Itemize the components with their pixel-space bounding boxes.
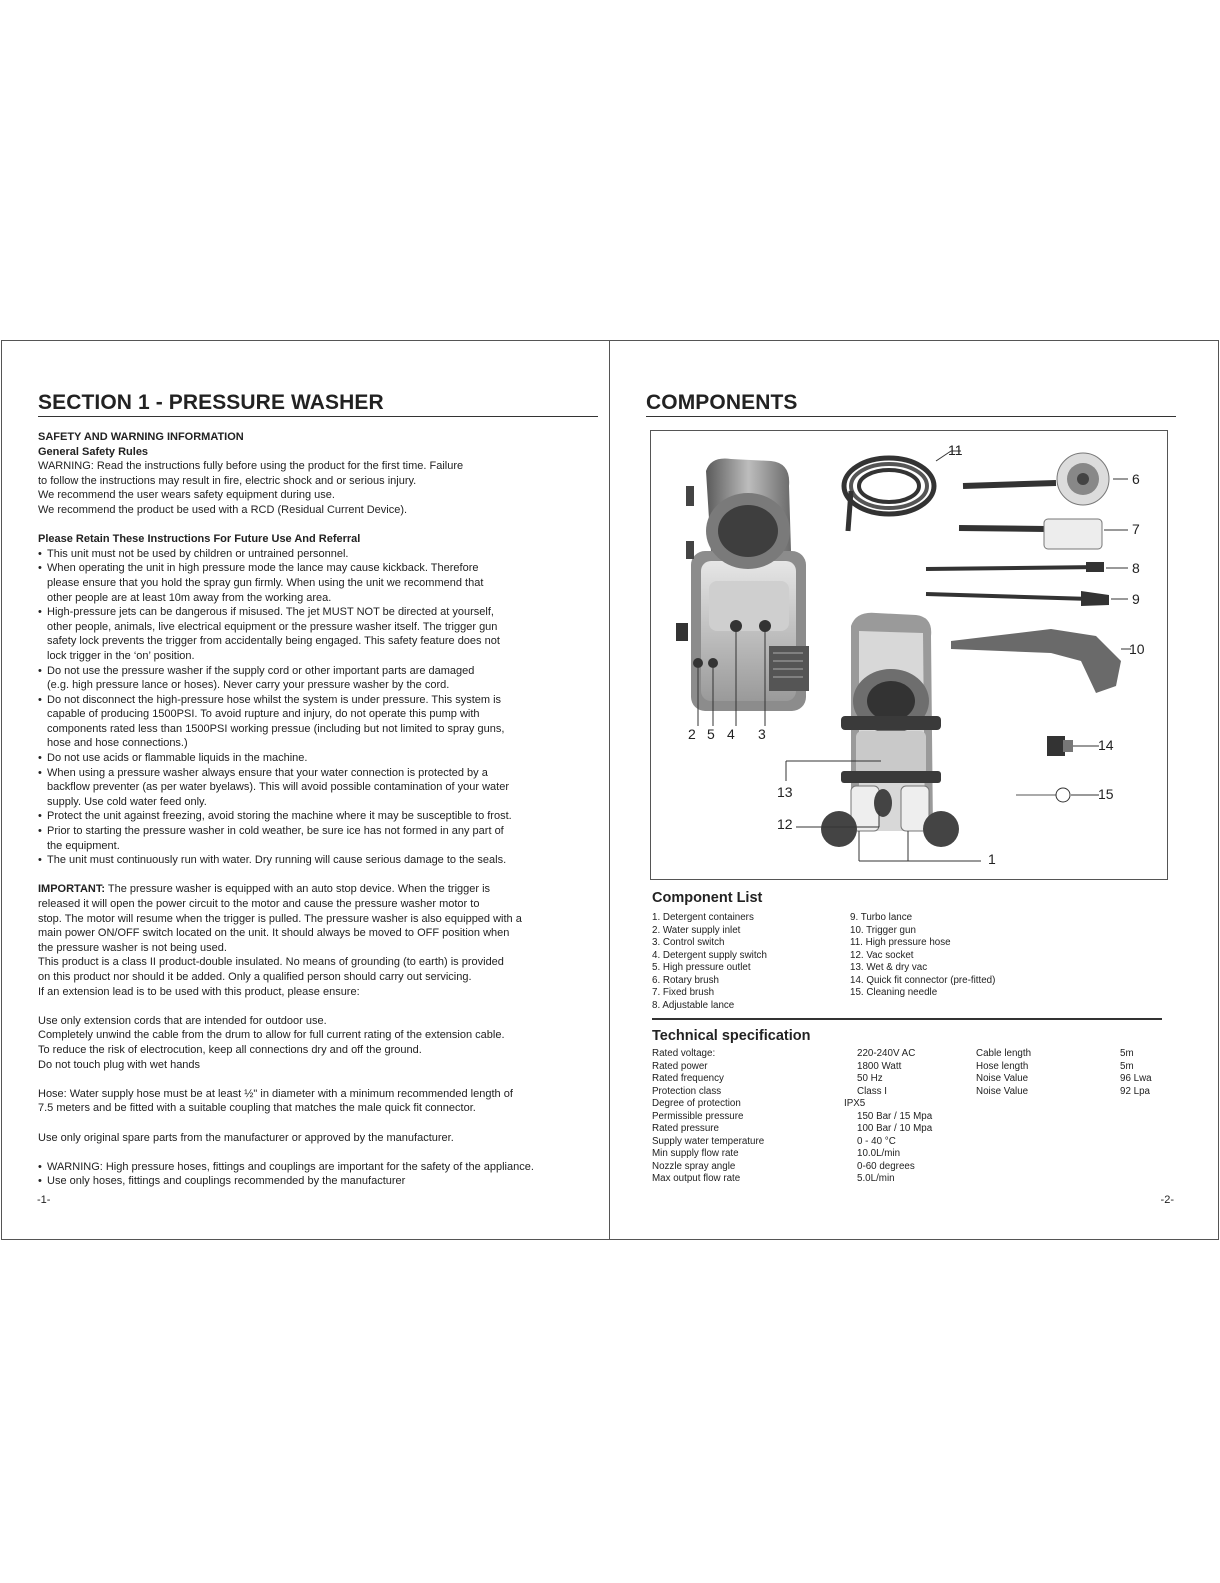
callout-6: 6 xyxy=(1132,471,1140,487)
callout-14: 14 xyxy=(1098,737,1114,753)
final-bullets xyxy=(38,1160,598,1189)
component-list xyxy=(652,912,1176,1014)
important-line: main power ON/OFF switch located on the unit. It should always be moved to OFF position when xyxy=(38,927,510,940)
callout-9: 9 xyxy=(1132,591,1140,607)
callout-1: 1 xyxy=(988,851,996,867)
rotary-brush-icon xyxy=(963,453,1128,505)
component-item: 5. High pressure outlet xyxy=(652,962,751,973)
component-item: 12. Vac socket xyxy=(850,949,914,961)
bullet-item: • This unit must not be used by children or untrained personnel. xyxy=(38,547,598,562)
callout-2: 2 xyxy=(688,726,696,742)
important-line: the pressure washer is not being used. xyxy=(38,941,227,954)
section-rule xyxy=(652,1018,1162,1020)
component-item: 8. Adjustable lance xyxy=(652,999,735,1011)
spec-value: Class I xyxy=(857,1085,887,1097)
callout-10: 10 xyxy=(1129,641,1145,657)
safety-bullets xyxy=(38,547,598,868)
spec-value: 5m xyxy=(1120,1048,1134,1059)
fixed-brush-icon xyxy=(959,519,1128,549)
important-line: If an extension lead is to be used with this product, please ensure: xyxy=(38,985,360,998)
intro-line: We recommend the user wears safety equipment during use. xyxy=(38,489,335,502)
callout-5: 5 xyxy=(707,726,715,742)
important-line: This product is a class II product-double insulated. No means of grounding (to earth) is provided xyxy=(38,956,504,969)
bullet-item: • When operating the unit in high pressure mode the lance may cause kickback. Therefore please ensure that you hold the spray gun firmly. When using the unit we recommend that other people are at least 10m away from the working area. xyxy=(38,561,598,605)
manual-spread xyxy=(1,340,1219,1240)
adjustable-lance-icon xyxy=(926,562,1128,572)
bullet-item: • Do not use acids or flammable liquids in the machine. xyxy=(38,751,598,766)
component-item: 2. Water supply inlet xyxy=(652,924,741,936)
spec-label: Rated voltage: xyxy=(652,1048,716,1059)
page-number-left: -1- xyxy=(37,1194,51,1206)
spec-value: 50 Hz xyxy=(857,1073,883,1084)
hose-line: Hose: Water supply hose must be at least ½" in diameter with a minimum recommended length of xyxy=(38,1087,513,1100)
bullet-item: • High-pressure jets can be dangerous if misused. The jet MUST NOT be directed at yourself, other people, animals, live electrical equipment or the pressure washer itself. The trigger gun safety lock prevents the trigger from accidentally being engaged. This safety feature does not lock trigger in the ‘on’ position. xyxy=(38,605,598,663)
callout-11: 11 xyxy=(948,442,963,458)
bullet-item: • WARNING: High pressure hoses, fittings and couplings are important for the safety of the appliance. xyxy=(38,1160,598,1175)
spec-value: 150 Bar / 15 Mpa xyxy=(857,1110,933,1122)
component-item: 10. Trigger gun xyxy=(850,924,916,936)
component-item: 14. Quick fit connector (pre-fitted) xyxy=(850,974,996,986)
component-column-1 xyxy=(652,912,767,1012)
component-item: 15. Cleaning needle xyxy=(850,987,938,998)
intro-line: We recommend the product be used with a RCD (Residual Current Device). xyxy=(38,503,408,516)
spec-label: Rated frequency xyxy=(652,1073,724,1084)
spec-label: Noise Value xyxy=(976,1073,1029,1084)
spare-parts-line: Use only original spare parts from the manufacturer or approved by the manufacturer. xyxy=(38,1131,454,1144)
high-pressure-hose-icon xyxy=(844,451,961,531)
component-item: 13. Wet & dry vac xyxy=(850,962,928,973)
important-label: IMPORTANT: xyxy=(38,883,106,896)
callout-3: 3 xyxy=(758,726,766,742)
spec-label: Rated pressure xyxy=(652,1123,719,1134)
spec-value: 92 Lpa xyxy=(1120,1085,1150,1097)
spec-label: Permissible pressure xyxy=(652,1110,744,1122)
machine-back xyxy=(676,459,809,727)
spec-label: Protection class xyxy=(652,1085,722,1097)
callout-8: 8 xyxy=(1132,560,1140,576)
callout-4: 4 xyxy=(727,726,735,742)
component-item: 3. Control switch xyxy=(652,937,725,948)
quick-fit-connector-icon xyxy=(1047,736,1099,756)
bullet-item: • Protect the unit against freezing, avoid storing the machine where it may be susceptible to frost. xyxy=(38,809,598,824)
page-divider xyxy=(609,341,610,1239)
spec-label: Noise Value xyxy=(976,1085,1029,1097)
tech-spec-title: Technical specification xyxy=(652,1028,811,1044)
component-item: 9. Turbo lance xyxy=(850,912,913,923)
callout-12: 12 xyxy=(777,816,793,832)
intro-line: WARNING: Read the instructions fully before using the product for the first time. Failure xyxy=(38,460,464,473)
spec-value: 0-60 degrees xyxy=(857,1160,915,1172)
turbo-lance-icon xyxy=(926,591,1128,606)
spec-labels xyxy=(652,1048,764,1186)
callout-7: 7 xyxy=(1132,521,1140,537)
bullet-item: • Prior to starting the pressure washer in cold weather, be sure ice has not formed in any part of the equipment. xyxy=(38,824,598,853)
cleaning-needle-icon xyxy=(1016,788,1099,802)
retain-heading: Please Retain These Instructions For Future Use And Referral xyxy=(38,533,361,546)
component-list-title: Component List xyxy=(652,890,763,906)
component-item: 7. Fixed brush xyxy=(652,987,715,998)
trigger-gun-icon xyxy=(951,629,1131,693)
heading-general-rules: General Safety Rules xyxy=(38,445,149,458)
important-line: on this product nor should it be added. Only a qualified person should carry out servicing. xyxy=(38,970,472,983)
section-title: SECTION 1 - PRESSURE WASHER xyxy=(38,391,598,417)
spec-value: 96 Lwa xyxy=(1120,1073,1152,1084)
spec2-values xyxy=(1120,1048,1152,1098)
component-item: 4. Detergent supply switch xyxy=(652,949,767,961)
spec-label: Supply water temperature xyxy=(652,1135,765,1147)
spec-label: Rated power xyxy=(652,1060,708,1072)
bullet-item: • Do not use the pressure washer if the supply cord or other important parts are damaged (e.g. high pressure lance or hoses). Never carry your pressure washer by the cord. xyxy=(38,664,598,693)
heading-safety: SAFETY AND WARNING INFORMATION xyxy=(38,431,244,443)
spec2-labels xyxy=(976,1048,1031,1098)
components-figure xyxy=(650,430,1168,880)
tech-spec-table xyxy=(652,1048,1176,1188)
right-page xyxy=(646,391,1176,1188)
hose-line: 7.5 meters and be fitted with a suitable coupling that matches the male quick fit connector. xyxy=(38,1102,476,1115)
component-item: 11. High pressure hose xyxy=(850,937,951,948)
components-title: COMPONENTS xyxy=(646,391,1176,417)
bullet-item: • The unit must continuously run with water. Dry running will cause serious damage to the seals. xyxy=(38,853,598,868)
spec-value: 5m xyxy=(1120,1060,1134,1072)
spec-label: Hose length xyxy=(976,1060,1029,1072)
page-number-right: -2- xyxy=(1160,1194,1174,1206)
safety-text xyxy=(38,430,598,1189)
spec-value: 10.0L/min xyxy=(857,1148,901,1159)
callout-15: 15 xyxy=(1098,786,1114,802)
extension-line: To reduce the risk of electrocution, keep all connections dry and off the ground. xyxy=(38,1043,422,1056)
spec-label: Min supply flow rate xyxy=(652,1148,739,1159)
extension-line: Use only extension cords that are intended for outdoor use. xyxy=(38,1014,327,1027)
bullet-item: • Do not disconnect the high-pressure hose whilst the system is under pressure. This system is capable of producing 1500PSI. To avoid rupture and injury, do not operate this pump with components rated less than 1500PSI working pressue (including but not limited to spray guns, hose and hose connections.) xyxy=(38,693,598,751)
important-line: stop. The motor will resume when the trigger is pulled. The pressure washer is also equipped with a xyxy=(38,912,522,925)
spec-label: Max output flow rate xyxy=(652,1173,741,1184)
pressure-washer-illustration xyxy=(651,431,1167,879)
bullet-item: • When using a pressure washer always ensure that your water connection is protected by a backflow preventer (as per water byelaws). This will avoid possible contamination of your water supply. Use cold water feed only. xyxy=(38,766,598,810)
spec-value: 1800 Watt xyxy=(857,1060,902,1072)
machine-front xyxy=(786,613,981,861)
bullet-item: • Use only hoses, fittings and couplings recommended by the manufacturer xyxy=(38,1174,598,1189)
intro-line: to follow the instructions may result in fire, electric shock and or serious injury. xyxy=(38,474,417,487)
important-paragraph: IMPORTANT: The pressure washer is equipped with an auto stop device. When the trigger is xyxy=(38,883,491,896)
component-item: 6. Rotary brush xyxy=(652,974,719,986)
component-column-2 xyxy=(850,912,995,1000)
spec-value: 100 Bar / 10 Mpa xyxy=(857,1123,933,1134)
spec-label: Nozzle spray angle xyxy=(652,1160,736,1172)
component-item: 1. Detergent containers xyxy=(652,912,754,923)
spec-values xyxy=(844,1048,932,1186)
spec-value: 0 - 40 °C xyxy=(857,1135,896,1147)
callout-13: 13 xyxy=(777,784,793,800)
spec-value: 5.0L/min xyxy=(857,1173,895,1184)
important-line: released it will open the power circuit to the motor and cause the pressure washer motor to xyxy=(38,898,480,910)
spec-label: Degree of protection xyxy=(652,1098,741,1109)
left-page xyxy=(38,391,598,1189)
spec-value: 220-240V AC xyxy=(857,1048,916,1059)
extension-line: Completely unwind the cable from the drum to allow for full current rating of the extension cable. xyxy=(38,1029,505,1042)
extension-line: Do not touch plug with wet hands xyxy=(38,1058,201,1071)
spec-value: IPX5 xyxy=(844,1098,866,1109)
spec-label: Cable length xyxy=(976,1048,1032,1059)
